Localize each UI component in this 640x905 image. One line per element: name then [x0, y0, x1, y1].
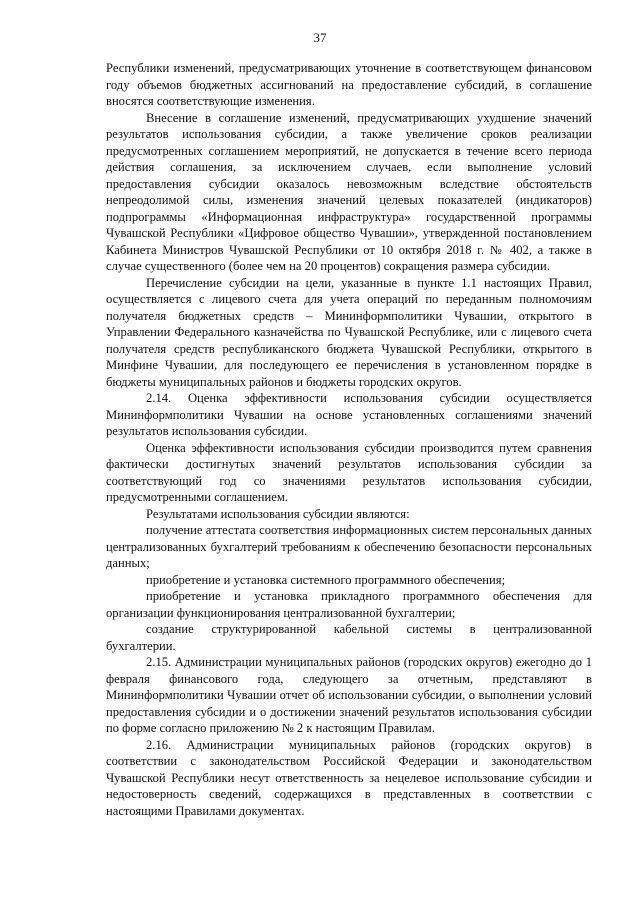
document-body [106, 60, 592, 819]
paragraph-efficiency-assessment: Оценка эффективности использования субсидии производится путем сравнения фактически достигнутых значений результатов использования субсидии за соответствующий год со значениями результатов использования субсидии, предусмотренными соглашением. [106, 440, 592, 504]
list-item-system-software: приобретение и установка системного программного обеспечения; [146, 572, 506, 587]
page-number: 37 [313, 30, 327, 45]
list-item-application-software: приобретение и установка прикладного программного обеспечения для организации функционирования централизованной бухгалтерии; [106, 589, 592, 620]
paragraph-agreement-changes: Внесение в соглашение изменений, предусматривающих ухудшение значений результатов использования субсидии, а также увеличение сроков реализации предусмотренных соглашением мероприятий, не допускается в течение всего периода действия соглашения, за исключением случаев, если выполнение условий предоставления субсидии оказалось невозможным вследствие обстоятельств непреодолимой силы, изменения значений целевых показателей (индикаторов) подпрограммы «Информационная инфраструктура» государственной программы Чувашской Республики «Цифровое общество Чувашии», утвержденной постановлением Кабинета Министров Чувашской Республики от 10 октября 2018 г. № 402, а также в случае существенного (более чем на 20 процентов) сокращения размера субсидии. [106, 110, 592, 273]
paragraph-2-15: 2.15. Администрации муниципальных районов (городских округов) ежегодно до 1 февраля финансового года, следующего за отчетным, представляют в Мининформполитики Чувашии отчет об использовании субсидии, о выполнении условий предоставления субсидии и о достижении значений результатов использования субсидии по форме согласно приложению № 2 к настоящим Правилам. [106, 655, 592, 735]
list-item-certificate: получение аттестата соответствия информационных систем персональных данных централизованных бухгалтерий требованиям к обеспечению безопасности персональных данных; [106, 523, 592, 570]
paragraph-subsidy-transfer: Перечисление субсидии на цели, указанные в пункте 1.1 настоящих Правил, осуществляется с лицевого счета для учета операций по переданным полномочиям получателя бюджетных средств – Мининформполитики Чувашии, открытого в Управлении Федерального казначейства по Чувашской Республике, или с лицевого счета получателя средств республиканского бюджета Чувашской Республики, открытого в Минфине Чувашии, для последующего ее перечисления в установленном порядке в бюджеты муниципальных районов и бюджеты городских округов. [106, 275, 592, 389]
paragraph-2-14: 2.14. Оценка эффективности использования субсидии осуществляется Мининформполитики Чувашии на основе установленных соглашениями значений результатов использования субсидии. [106, 391, 592, 438]
paragraph-2-16: 2.16. Администрации муниципальных районов (городских округов) в соответствии с законодательством Российской Федерации и законодательством Чувашской Республики несут ответственность за нецелевое использование субсидии и недостоверность сведений, содержащихся в представленных в соответствии с настоящими Правилами документах. [106, 737, 592, 818]
list-item-cable-system: создание структурированной кабельной системы в централизованной бухгалтерии. [106, 622, 592, 653]
paragraph-continuation: Республики изменений, предусматривающих уточнение в соответствующем финансовом году объемов бюджетных ассигнований на предоставление субсидий, в соглашение вносятся соответствующие изменения. [106, 61, 592, 108]
paragraph-results-intro: Результатами использования субсидии являются: [146, 506, 410, 521]
